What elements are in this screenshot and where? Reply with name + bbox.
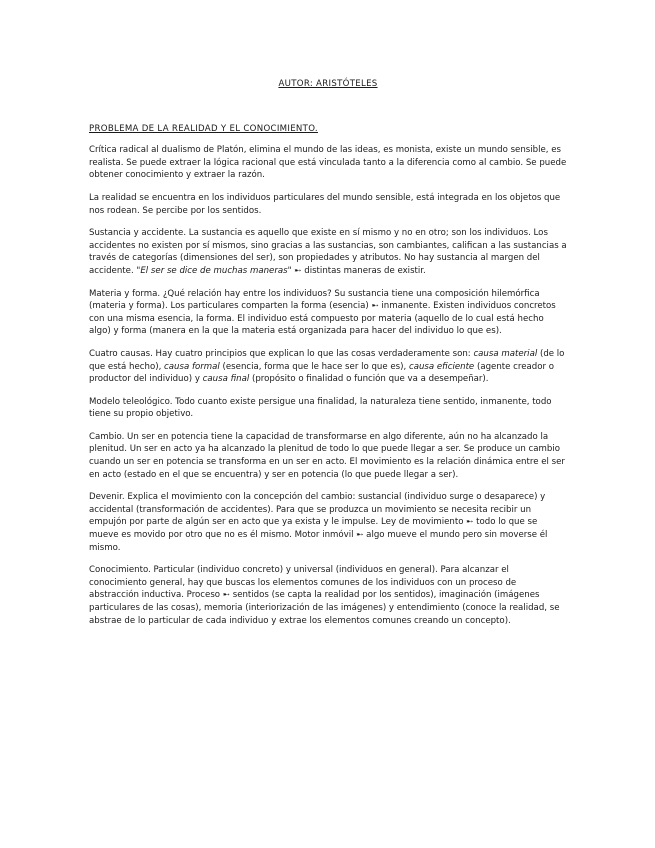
sustancia-after: " ➸ distintas maneras de existir.	[287, 265, 426, 276]
paragraph-devenir: Devenir. Explica el movimiento con la concepción del cambio: sustancial (individuo surge o desaparece) y accidental (transformación de accidentes). Para que se produzca un movimiento se necesita recibir un empujón por parte de algún ser en acto que ya exista y le impulse. Ley de movimiento ➸ todo lo que se mueve es movido por otro que no es él mismo. Motor inmóvil ➸ algo mueve el mundo pero sin moverse él mismo.	[89, 492, 548, 553]
paragraph-sustancia	[89, 227, 567, 277]
causas-text-1: (de lo que está hecho),	[89, 348, 565, 372]
section-heading: PROBLEMA DE LA REALIDAD Y EL CONOCIMIENTO.	[89, 123, 318, 134]
paragraph-conocimiento: Conocimiento. Particular (individuo concreto) y universal (individuos en general). Para alcanzar el conocimiento general, hay que buscas los elementos comunes de los individuos con un proceso de abstracción inductiva. Proceso ➸ sentidos (se capta la realidad por los sentidos), imaginación (imágenes particulares de las cosas), memoria (interiorización de las imágenes) y entendimiento (conoce la realidad, se abstrae de lo particular de cada individuo y extrae los elementos comunes creando un concepto).	[89, 565, 560, 626]
causa-formal: causa formal	[164, 361, 220, 372]
causas-text-3: (agente creador o productor del individuo) y	[89, 361, 555, 385]
document-page	[89, 78, 567, 637]
paragraph-cuatro-causas	[89, 348, 567, 386]
causa-final: causa final	[202, 374, 250, 385]
causas-text-4: (propósito o finalidad o función que va a desempeñar).	[249, 374, 489, 385]
causa-eficiente: causa eficiente	[408, 361, 475, 372]
paragraph-realidad: La realidad se encuentra en los individuos particulares del mundo sensible, está integrada en los objetos que nos rodean. Se percibe por los sentidos.	[89, 192, 561, 216]
paragraph-teleologico: Modelo teleológico. Todo cuanto existe persigue una finalidad, la naturaleza tiene sentido, inmanente, todo tiene su propio objetivo.	[89, 396, 552, 420]
paragraph-materia-forma: Materia y forma. ¿Qué relación hay entre los individuos? Su sustancia tiene una composición hilemórfica (materia y forma). Los particulares comparten la forma (esencia) ➸ inmanente. Existen individuos concretos con una misma esencia, la forma. El individuo está compuesto por materia (aquello de lo cual está hecho algo) y forma (manera en la que la materia está organizada para hacer del individuo lo que es).	[89, 288, 556, 337]
sustancia-quote: El ser se dice de muchas maneras	[140, 265, 288, 276]
paragraph-cambio: Cambio. Un ser en potencia tiene la capacidad de transformarse en algo diferente, aún no ha alcanzado la plenitud. Un ser en acto ya ha alcanzado la plenitud de todo lo que puede llegar a ser. Se produce un cambio cuando un ser en potencia se transforma en un ser en acto. El movimiento es la relación dinámica entre el ser en acto (estado en el que se encuentra) y ser en potencia (lo que puede llegar a ser).	[89, 431, 565, 480]
causa-material: causa material	[473, 348, 538, 359]
sustancia-text: Sustancia y accidente. La sustancia es aquello que existe en sí mismo y no en otro; son los individuos. Los accidentes no existen por sí mismos, sino gracias a las sustancias, son cambiantes, califican a las sustancias a través de categorías (dimensiones del ser), son propiedades y atributos. No hay sustancia al margen del accidente. "	[89, 228, 567, 276]
author-title: AUTOR: ARISTÓTELES	[278, 79, 378, 89]
causas-text-2: (esencia, forma que le hace ser lo que es),	[219, 361, 409, 372]
paragraph-critica: Crítica radical al dualismo de Platón, elimina el mundo de las ideas, es monista, existe un mundo sensible, es realista. Se puede extraer la lógica racional que está vinculada tanto a la diferencia como al cambio. Se puede obtener conocimiento y extraer la razón.	[89, 145, 567, 181]
causas-intro: Cuatro causas. Hay cuatro principios que explican lo que las cosas verdaderamente son:	[89, 348, 474, 359]
